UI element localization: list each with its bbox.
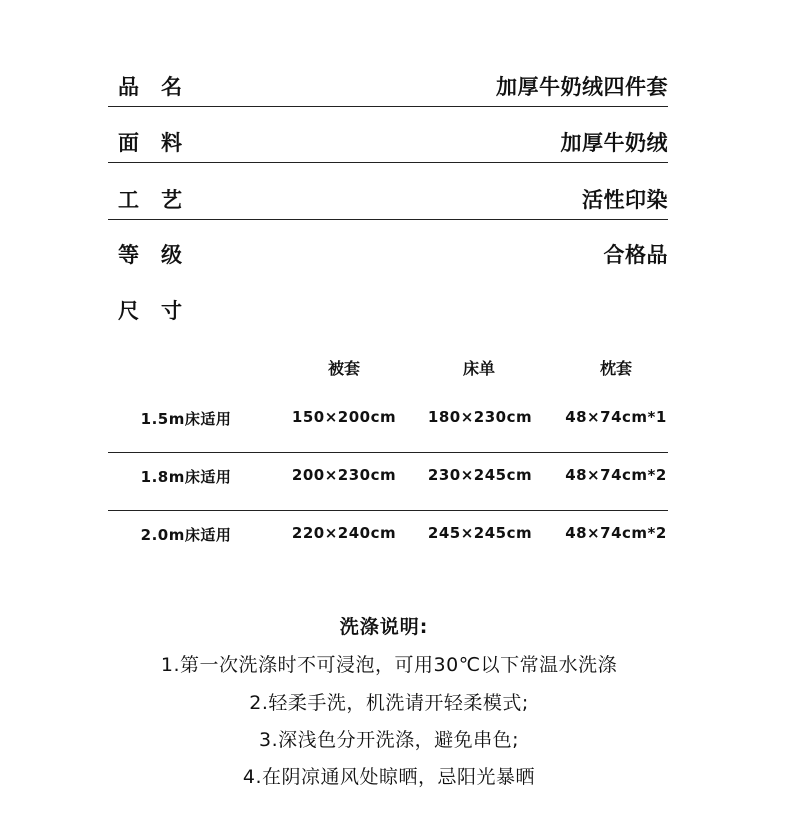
duvet-size-cell: 150×200cm — [291, 408, 397, 426]
sheet-size-cell: 245×245cm — [427, 524, 533, 542]
size-header-sheet: 床单 — [462, 359, 495, 378]
spec-row-name — [108, 66, 668, 107]
spec-label: 尺 寸 — [118, 299, 182, 323]
table-row — [108, 394, 668, 453]
spec-label: 面 料 — [118, 131, 182, 155]
washing-line: 3.深浅色分开洗涤，避免串色; — [258, 729, 520, 751]
size-header-pillow: 枕套 — [599, 359, 632, 378]
sheet-size-cell: 230×245cm — [427, 466, 533, 484]
spec-row-grade — [108, 234, 668, 274]
washing-line: 2.轻柔手洗，机洗请开轻柔模式; — [249, 692, 529, 714]
spec-label: 品 名 — [118, 75, 182, 99]
bed-size-cell: 1.5m床适用 — [140, 410, 232, 428]
spec-label: 等 级 — [118, 243, 182, 267]
bed-size-cell: 1.8m床适用 — [140, 468, 232, 486]
spec-row-size — [108, 290, 668, 330]
pillow-size-cell: 48×74cm*1 — [565, 408, 667, 426]
pillow-size-cell: 48×74cm*2 — [565, 524, 667, 542]
spec-row-craft — [108, 179, 668, 220]
spec-row-fabric — [108, 122, 668, 163]
sheet-size-cell: 180×230cm — [427, 408, 533, 426]
spec-label: 工 艺 — [118, 188, 182, 212]
bed-size-cell: 2.0m床适用 — [140, 526, 232, 544]
spec-value: 加厚牛奶绒四件套 — [496, 75, 668, 99]
spec-value: 活性印染 — [582, 188, 668, 212]
size-header-duvet: 被套 — [327, 359, 360, 378]
table-row — [108, 452, 668, 511]
spec-value: 加厚牛奶绒 — [560, 131, 668, 155]
washing-title: 洗涤说明: — [339, 616, 429, 638]
duvet-size-cell: 200×230cm — [291, 466, 397, 484]
washing-line: 4.在阴凉通风处晾晒，忌阳光暴晒 — [242, 766, 536, 788]
table-row — [108, 510, 668, 568]
duvet-size-cell: 220×240cm — [291, 524, 397, 542]
pillow-size-cell: 48×74cm*2 — [565, 466, 667, 484]
washing-line: 1.第一次洗涤时不可浸泡，可用30℃以下常温水洗涤 — [160, 654, 618, 676]
spec-value: 合格品 — [603, 243, 668, 267]
